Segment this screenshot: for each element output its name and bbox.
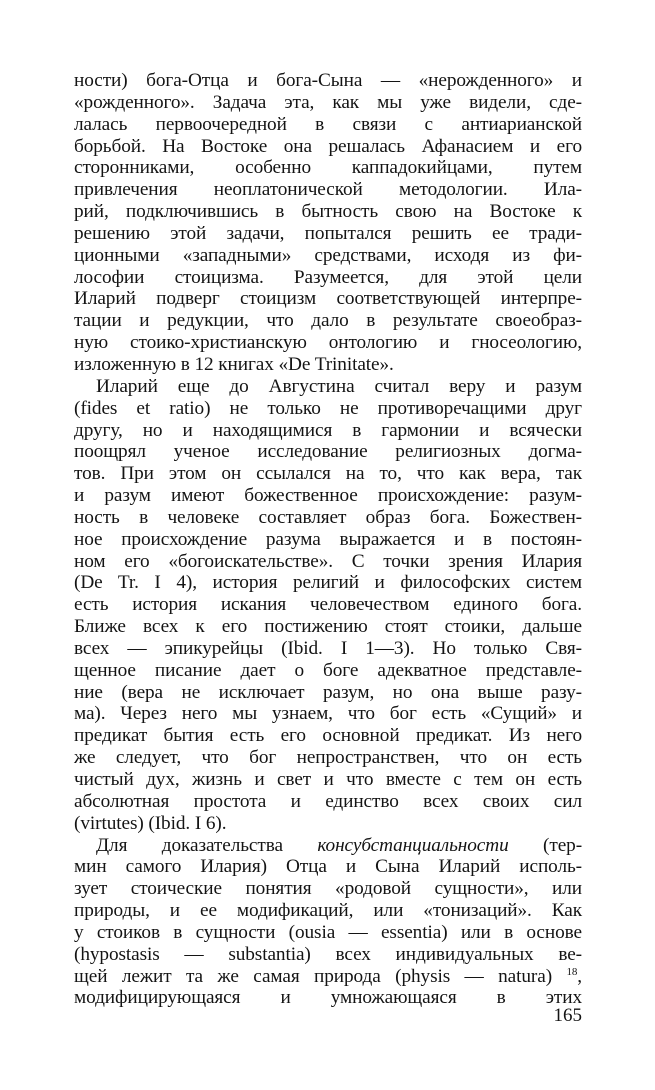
text-line: ное происхождение разума выражается и в постоян- (74, 528, 582, 550)
text-line: лалась первоочередной в связи с антиарианской (74, 113, 582, 135)
text-line: сторонниками, особенно каппадокийцами, путем (74, 157, 582, 179)
text-line: лософии стоицизма. Разумеется, для этой цели (74, 266, 582, 288)
text-line: (hypostasis — substantia) всех индивидуальных ве- (74, 943, 582, 965)
page-number: 165 (553, 1005, 582, 1026)
text-line: ность в человеке составляет образ бога. Божествен- (74, 506, 582, 528)
text-line: природы, и ее модификаций, или «тонизаций». Как (74, 900, 582, 922)
text-line: тации и редукции, что дало в результате своеобраз- (74, 310, 582, 332)
text-line: всех — эпикурейцы (Ibid. I 1—3). Но только Свя- (74, 637, 582, 659)
text-line: есть история искания человечеством единого бога. (74, 594, 582, 616)
text-line: мин самого Илария) Отца и Сына Иларий исполь- (74, 856, 582, 878)
text-line: «рожденного». Задача эта, как мы уже видели, сде- (74, 91, 582, 113)
text-line: тов. При этом он ссылался на то, что как вера, так (74, 463, 582, 485)
text-line: предикат бытия есть его основной предикат. Из него (74, 725, 582, 747)
text-line: и разум имеют божественное происхождение: разум- (74, 485, 582, 507)
text-line: щенное писание дает о боге адекватное представле- (74, 659, 582, 681)
text-line: (virtutes) (Ibid. I 6). (74, 812, 227, 834)
text-line: у стоиков в сущности (ousia — essentia) или в основе (74, 921, 582, 943)
text-line: решению этой задачи, попытался решить ее тради- (74, 222, 582, 244)
body-text (74, 70, 582, 1009)
text-line: Ближе всех к его постижению стоят стоики, дальше (74, 616, 582, 638)
text-line: ние (вера не исключает разум, но она выше разу- (74, 681, 582, 703)
text-line: Иларий подверг стоицизм соответствующей интерпре- (74, 288, 582, 310)
text-line: другу, но и находящимися в гармонии и всячески (74, 419, 582, 441)
footnote-ref: 18 (566, 965, 578, 978)
text-line: ную стоико-христианскую онтологию и гносеологию, (74, 332, 582, 354)
text-line: ционными «западными» средствами, исходя из фи- (74, 244, 582, 266)
text-line: ности) бога-Отца и бога-Сына — «нерожденного» и (74, 70, 582, 91)
text-line: поощрял ученое исследование религиозных догма- (74, 441, 582, 463)
text-line: ма). Через него мы узнаем, что бог есть «Сущий» и (74, 703, 582, 725)
text-line: щей лежит та же самая природа (physis — natura) $^{18}$, (74, 965, 582, 987)
italic-term: консубстанциальности (317, 834, 509, 856)
text-line: борьбой. На Востоке она решалась Афанасием и его (74, 135, 582, 157)
text-line: изложенную в 12 книгах «De Trinitate». (74, 353, 394, 375)
text-line: ном его «богоискательстве». С точки зрения Илария (74, 550, 582, 572)
text-line: чистый дух, жизнь и свет и что вместе с тем он есть (74, 769, 582, 790)
text-line: Иларий еще до Августина считал веру и разум (96, 375, 582, 397)
text-line: абсолютная простота и единство всех своих сил (74, 790, 582, 812)
text-line: рий, подключившись в бытность свою на Востоке к (74, 201, 582, 223)
text-line: привлечения неоплатонической методологии. Ила- (74, 179, 582, 201)
text-line: Для доказательства консубстанциальности (тер- (96, 834, 583, 856)
text-line: (fides et ratio) не только не противоречащими друг (74, 397, 582, 419)
text-line: (De Tr. I 4), история религий и философских систем (74, 572, 582, 594)
text-line: же следует, что бог непространствен, что он есть (74, 747, 582, 769)
text-line: зует стоические понятия «родовой сущности», или (74, 878, 582, 900)
text-line: модифицирующаяся и умножающаяся в этих (74, 987, 582, 1009)
